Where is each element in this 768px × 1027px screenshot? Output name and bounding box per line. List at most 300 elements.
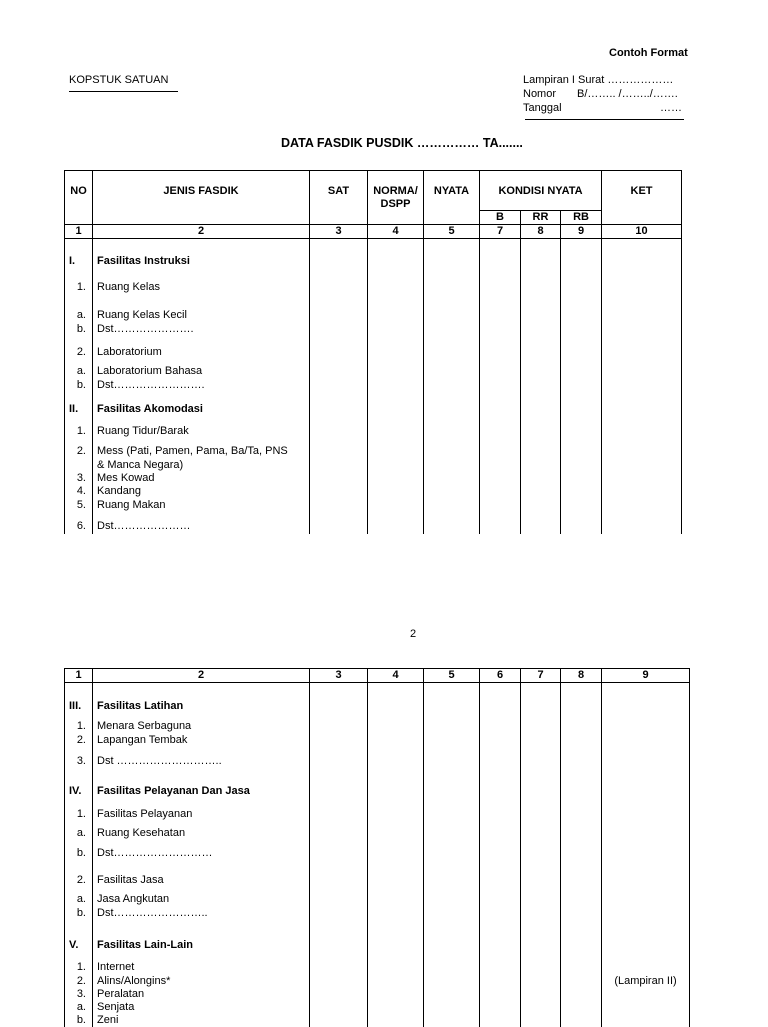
table-row: [65, 734, 690, 748]
row-number: 2.: [65, 337, 93, 360]
empty-cell: [480, 417, 521, 439]
fasdik-name: Mes Kowad: [93, 472, 310, 485]
table-row: [65, 499, 682, 513]
empty-cell: [310, 513, 368, 534]
empty-cell: [310, 360, 368, 379]
empty-cell: [521, 417, 561, 439]
fasdik-name: Dst………………………: [93, 841, 310, 861]
row-number: 5.: [65, 499, 93, 513]
empty-cell: [368, 379, 424, 393]
empty-cell: [368, 861, 424, 888]
empty-cell: [310, 975, 368, 988]
table-row: [65, 379, 682, 393]
empty-cell: [480, 683, 521, 714]
empty-cell: [368, 734, 424, 748]
empty-cell: [480, 953, 521, 975]
empty-cell: [480, 323, 521, 337]
row-number: 3.: [65, 748, 93, 769]
table-row: [65, 439, 682, 459]
fasdik-name: Dst ………………………..: [93, 748, 310, 769]
empty-cell: [480, 799, 521, 822]
row-number: a.: [65, 822, 93, 841]
table-row: [65, 323, 682, 337]
column-number: 10: [602, 225, 682, 239]
empty-cell: [368, 1014, 424, 1027]
table-row: [65, 861, 690, 888]
fasdik-name: Ruang Kelas Kecil: [93, 295, 310, 323]
column-number: 6: [480, 669, 521, 683]
empty-cell: [424, 459, 480, 472]
row-number: 1.: [65, 417, 93, 439]
table-row: [65, 417, 682, 439]
empty-cell: [424, 439, 480, 459]
empty-cell: [561, 439, 602, 459]
empty-cell: [521, 683, 561, 714]
empty-cell: [368, 393, 424, 417]
empty-cell: [561, 921, 602, 953]
ket-cell: (Lampiran II): [602, 975, 690, 988]
empty-cell: [480, 734, 521, 748]
fasdik-name: Dst…………………….: [93, 379, 310, 393]
empty-cell: [424, 360, 480, 379]
empty-cell: [521, 379, 561, 393]
row-number: 2.: [65, 734, 93, 748]
ket-cell: [602, 499, 682, 513]
empty-cell: [424, 513, 480, 534]
empty-cell: [561, 1014, 602, 1027]
empty-cell: [561, 379, 602, 393]
empty-cell: [521, 799, 561, 822]
empty-cell: [480, 379, 521, 393]
empty-cell: [424, 748, 480, 769]
row-number: b.: [65, 1014, 93, 1027]
empty-cell: [561, 953, 602, 975]
empty-cell: [424, 323, 480, 337]
empty-cell: [368, 417, 424, 439]
row-number: b.: [65, 379, 93, 393]
column-number: 8: [521, 225, 561, 239]
empty-cell: [561, 393, 602, 417]
empty-cell: [480, 472, 521, 485]
empty-cell: [561, 513, 602, 534]
empty-cell: [310, 499, 368, 513]
fasdik-name: Fasilitas Jasa: [93, 861, 310, 888]
fasdik-name: Senjata: [93, 1001, 310, 1014]
empty-cell: [310, 323, 368, 337]
empty-cell: [521, 975, 561, 988]
empty-cell: [424, 1001, 480, 1014]
table-row: [65, 953, 690, 975]
empty-cell: [424, 295, 480, 323]
column-number: 1: [65, 225, 93, 239]
empty-cell: [521, 1001, 561, 1014]
empty-cell: [480, 975, 521, 988]
ket-cell: [602, 1001, 690, 1014]
row-number: a.: [65, 888, 93, 907]
fasdik-name: Laboratorium Bahasa: [93, 360, 310, 379]
empty-cell: [368, 748, 424, 769]
fasdik-name: Ruang Kelas: [93, 269, 310, 295]
org-underline: [69, 91, 178, 92]
row-number: I.: [65, 239, 93, 269]
empty-cell: [368, 239, 424, 269]
column-number: 8: [561, 669, 602, 683]
empty-cell: [368, 499, 424, 513]
header-rb: RB: [561, 211, 602, 225]
empty-cell: [480, 1001, 521, 1014]
empty-cell: [368, 269, 424, 295]
empty-cell: [368, 841, 424, 861]
empty-cell: [561, 1001, 602, 1014]
fasdik-name: Fasilitas Latihan: [93, 683, 310, 714]
empty-cell: [561, 459, 602, 472]
empty-cell: [521, 907, 561, 921]
empty-cell: [521, 1014, 561, 1027]
empty-cell: [424, 683, 480, 714]
header-rr: RR: [521, 211, 561, 225]
empty-cell: [521, 822, 561, 841]
row-number: 4.: [65, 485, 93, 499]
fasdik-table-2: [64, 668, 690, 1027]
row-number: [65, 459, 93, 472]
ket-cell: [602, 485, 682, 499]
ket-cell: [602, 513, 682, 534]
empty-cell: [561, 417, 602, 439]
ket-cell: [602, 360, 682, 379]
header-jenis-fasdik: JENIS FASDIK: [93, 171, 310, 225]
fasdik-name: Laboratorium: [93, 337, 310, 360]
section-row: [65, 239, 682, 269]
fasdik-name: Fasilitas Pelayanan: [93, 799, 310, 822]
ket-cell: [602, 417, 682, 439]
empty-cell: [521, 499, 561, 513]
ket-cell: [602, 769, 690, 799]
header-nyata: NYATA: [424, 171, 480, 225]
ket-cell: [602, 799, 690, 822]
table-row: [65, 907, 690, 921]
column-number: 9: [561, 225, 602, 239]
empty-cell: [310, 799, 368, 822]
header-ket: KET: [602, 171, 682, 225]
tanggal-value: ……: [660, 102, 682, 114]
empty-cell: [424, 975, 480, 988]
table-row: [65, 269, 682, 295]
empty-cell: [561, 337, 602, 360]
empty-cell: [424, 861, 480, 888]
fasdik-name: Fasilitas Lain-Lain: [93, 921, 310, 953]
empty-cell: [368, 360, 424, 379]
empty-cell: [561, 295, 602, 323]
section-row: [65, 393, 682, 417]
ket-cell: [602, 459, 682, 472]
ket-cell: [602, 861, 690, 888]
empty-cell: [368, 921, 424, 953]
empty-cell: [310, 988, 368, 1001]
header-norma-dspp: NORMA/ DSPP: [368, 171, 424, 225]
empty-cell: [480, 822, 521, 841]
empty-cell: [521, 439, 561, 459]
empty-cell: [424, 822, 480, 841]
empty-cell: [424, 417, 480, 439]
empty-cell: [561, 888, 602, 907]
ket-cell: [602, 822, 690, 841]
row-number: 2.: [65, 975, 93, 988]
row-number: b.: [65, 323, 93, 337]
table-row: [65, 888, 690, 907]
empty-cell: [521, 485, 561, 499]
empty-cell: [480, 295, 521, 323]
empty-cell: [480, 748, 521, 769]
empty-cell: [424, 337, 480, 360]
fasdik-table-1: [64, 170, 682, 534]
ket-cell: [602, 269, 682, 295]
ket-cell: [602, 683, 690, 714]
document-title: DATA FASDIK PUSDIK …………… TA.......: [281, 136, 523, 150]
empty-cell: [424, 734, 480, 748]
fasdik-name: Fasilitas Akomodasi: [93, 393, 310, 417]
column-number: 7: [480, 225, 521, 239]
empty-cell: [521, 459, 561, 472]
ket-cell: [602, 337, 682, 360]
empty-cell: [310, 417, 368, 439]
empty-cell: [521, 953, 561, 975]
empty-cell: [310, 439, 368, 459]
fasdik-name: Ruang Tidur/Barak: [93, 417, 310, 439]
empty-cell: [480, 360, 521, 379]
empty-cell: [368, 975, 424, 988]
header-sat: SAT: [310, 171, 368, 225]
ket-cell: [602, 472, 682, 485]
empty-cell: [310, 953, 368, 975]
fasdik-name: Dst…………………: [93, 513, 310, 534]
ket-cell: [602, 988, 690, 1001]
fasdik-name: Kandang: [93, 485, 310, 499]
column-number: 4: [368, 225, 424, 239]
empty-cell: [424, 841, 480, 861]
ket-cell: [602, 239, 682, 269]
ket-cell: [602, 841, 690, 861]
empty-cell: [521, 988, 561, 1001]
empty-cell: [368, 799, 424, 822]
fasdik-name: Lapangan Tembak: [93, 734, 310, 748]
empty-cell: [521, 921, 561, 953]
empty-cell: [561, 323, 602, 337]
fasdik-name: Dst………………….: [93, 323, 310, 337]
empty-cell: [480, 269, 521, 295]
column-number: 7: [521, 669, 561, 683]
empty-cell: [480, 439, 521, 459]
empty-cell: [561, 861, 602, 888]
empty-cell: [561, 472, 602, 485]
ket-cell: [602, 953, 690, 975]
ket-cell: [602, 748, 690, 769]
empty-cell: [310, 769, 368, 799]
table-row: [65, 472, 682, 485]
empty-cell: [368, 323, 424, 337]
empty-cell: [368, 907, 424, 921]
column-number: 2: [93, 669, 310, 683]
fasdik-name: & Manca Negara): [93, 459, 310, 472]
column-number: 2: [93, 225, 310, 239]
tanggal-underline: [525, 119, 684, 120]
empty-cell: [521, 888, 561, 907]
column-number: 9: [602, 669, 690, 683]
empty-cell: [480, 513, 521, 534]
table-row: [65, 459, 682, 472]
row-number: a.: [65, 360, 93, 379]
empty-cell: [561, 360, 602, 379]
table-row: [65, 513, 682, 534]
row-number: 3.: [65, 988, 93, 1001]
empty-cell: [310, 459, 368, 472]
empty-cell: [521, 861, 561, 888]
tanggal-label: Tanggal: [523, 102, 562, 114]
section-row: [65, 921, 690, 953]
ket-cell: [602, 1014, 690, 1027]
ket-cell: [602, 323, 682, 337]
empty-cell: [561, 841, 602, 861]
empty-cell: [310, 295, 368, 323]
empty-cell: [480, 337, 521, 360]
row-number: a.: [65, 295, 93, 323]
column-number: 5: [424, 669, 480, 683]
empty-cell: [310, 714, 368, 734]
empty-cell: [480, 499, 521, 513]
fasdik-name: Zeni: [93, 1014, 310, 1027]
empty-cell: [521, 239, 561, 269]
header-b: B: [480, 211, 521, 225]
empty-cell: [368, 683, 424, 714]
ket-cell: [602, 393, 682, 417]
fasdik-name: Fasilitas Instruksi: [93, 239, 310, 269]
empty-cell: [521, 714, 561, 734]
fasdik-name: Peralatan: [93, 988, 310, 1001]
empty-cell: [310, 269, 368, 295]
empty-cell: [310, 921, 368, 953]
row-number: II.: [65, 393, 93, 417]
empty-cell: [561, 822, 602, 841]
empty-cell: [310, 907, 368, 921]
row-number: 1.: [65, 269, 93, 295]
empty-cell: [561, 734, 602, 748]
format-label: Contoh Format: [609, 47, 688, 59]
table-row: [65, 1001, 690, 1014]
empty-cell: [561, 975, 602, 988]
row-number: III.: [65, 683, 93, 714]
fasdik-name: Dst……………………..: [93, 907, 310, 921]
row-number: b.: [65, 841, 93, 861]
ket-cell: [602, 439, 682, 459]
empty-cell: [310, 337, 368, 360]
empty-cell: [424, 769, 480, 799]
empty-cell: [521, 323, 561, 337]
empty-cell: [424, 799, 480, 822]
table-row: [65, 841, 690, 861]
empty-cell: [480, 888, 521, 907]
empty-cell: [480, 714, 521, 734]
fasdik-name: Menara Serbaguna: [93, 714, 310, 734]
empty-cell: [368, 439, 424, 459]
empty-cell: [480, 239, 521, 269]
ket-cell: [602, 888, 690, 907]
empty-cell: [521, 734, 561, 748]
column-number: 3: [310, 669, 368, 683]
empty-cell: [310, 485, 368, 499]
empty-cell: [310, 393, 368, 417]
empty-cell: [480, 921, 521, 953]
table-row: [65, 295, 682, 323]
empty-cell: [310, 861, 368, 888]
ket-cell: [602, 714, 690, 734]
empty-cell: [368, 1001, 424, 1014]
empty-cell: [368, 769, 424, 799]
empty-cell: [310, 379, 368, 393]
empty-cell: [521, 360, 561, 379]
empty-cell: [424, 714, 480, 734]
empty-cell: [368, 472, 424, 485]
row-number: 1.: [65, 799, 93, 822]
empty-cell: [424, 988, 480, 1001]
table-row: [65, 1014, 690, 1027]
row-number: 2.: [65, 439, 93, 459]
fasdik-name: Ruang Makan: [93, 499, 310, 513]
empty-cell: [480, 907, 521, 921]
table-row: [65, 799, 690, 822]
empty-cell: [424, 485, 480, 499]
empty-cell: [424, 1014, 480, 1027]
empty-cell: [561, 239, 602, 269]
table-row: [65, 975, 690, 988]
row-number: V.: [65, 921, 93, 953]
empty-cell: [424, 888, 480, 907]
empty-cell: [521, 748, 561, 769]
empty-cell: [368, 888, 424, 907]
fasdik-name: Alins/Alongins*: [93, 975, 310, 988]
empty-cell: [424, 393, 480, 417]
empty-cell: [368, 714, 424, 734]
empty-cell: [424, 379, 480, 393]
empty-cell: [480, 485, 521, 499]
empty-cell: [310, 683, 368, 714]
empty-cell: [521, 295, 561, 323]
row-number: 1.: [65, 953, 93, 975]
empty-cell: [310, 1001, 368, 1014]
row-number: a.: [65, 1001, 93, 1014]
empty-cell: [310, 239, 368, 269]
org-name: KOPSTUK SATUAN: [69, 74, 169, 86]
fasdik-name: Internet: [93, 953, 310, 975]
table-row: [65, 748, 690, 769]
row-number: 6.: [65, 513, 93, 534]
empty-cell: [480, 459, 521, 472]
empty-cell: [480, 841, 521, 861]
empty-cell: [480, 861, 521, 888]
empty-cell: [480, 393, 521, 417]
empty-cell: [521, 269, 561, 295]
fasdik-name: Fasilitas Pelayanan Dan Jasa: [93, 769, 310, 799]
section-row: [65, 769, 690, 799]
table-row: [65, 337, 682, 360]
empty-cell: [561, 799, 602, 822]
empty-cell: [368, 485, 424, 499]
header-kondisi-nyata: KONDISI NYATA: [480, 171, 602, 211]
empty-cell: [424, 953, 480, 975]
fasdik-name: Ruang Kesehatan: [93, 822, 310, 841]
empty-cell: [561, 748, 602, 769]
row-number: b.: [65, 907, 93, 921]
column-number: 4: [368, 669, 424, 683]
table-row: [65, 822, 690, 841]
